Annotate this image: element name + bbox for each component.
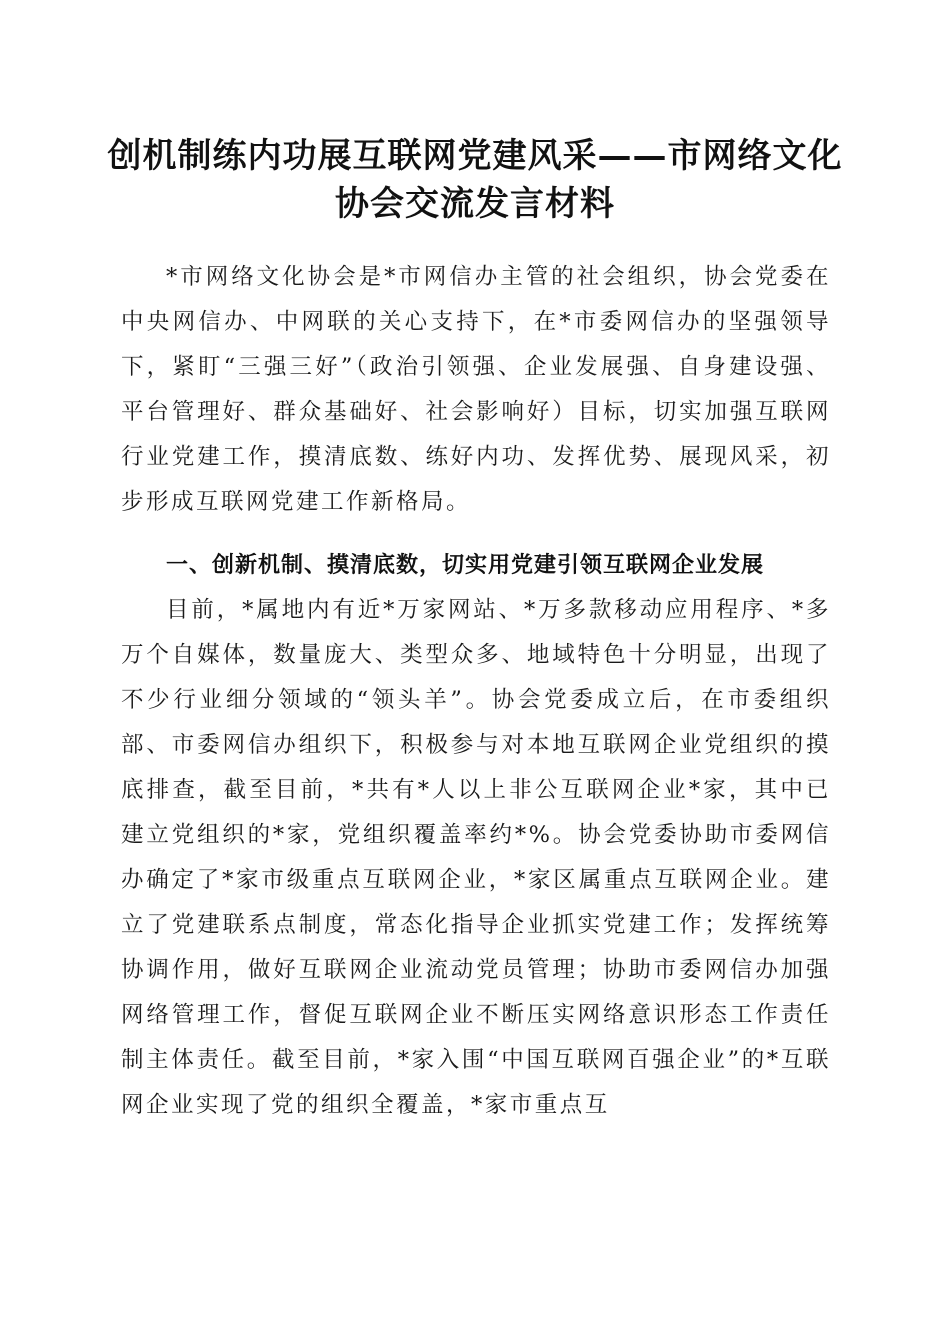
section-paragraph: 目前，*属地内有近*万家网站、*万多款移动应用程序、*多万个自媒体，数量庞大、类型众多、地域特色十分明显，出现了不少行业细分领域的“领头羊”。协会党委成立后，在市委组织部、市委网信办组织下，积极参与对本地互联网企业党组织的摸底排查，截至目前，*共有*人以上非公互联网企业*家，其中已建立党组织的*家，党组织覆盖率约*%。协会党委协助市委网信办确定了*家市级重点互联网企业，*家区属重点互联网企业。建立了党建联系点制度，常态化指导企业抓实党建工作；发挥统筹协调作用，做好互联网企业流动党员管理；协助市委网信办加强网络管理工作，督促互联网企业不断压实网络意识形态工作责任制主体责任。截至目前，*家入围“中国互联网百强企业”的*互联网企业实现了党的组织全覆盖，*家市重点互 <box>121 597 831 1118</box>
section-heading: 一、创新机制、摸清底数，切实用党建引领互联网企业发展 <box>166 553 765 578</box>
intro-paragraph: *市网络文化协会是*市网信办主管的社会组织，协会党委在中央网信办、中网联的关心支持下，在*市委网信办的坚强领导下，紧盯“三强三好”（政治引领强、企业发展强、自身建设强、平台管理好、群众基础好、社会影响好）目标，切实加强互联网行业党建工作，摸清底数、练好内功、发挥优势、展现风采，初步形成互联网党建工作新格局。 <box>121 264 831 515</box>
document-title: 创机制练内功展互联网党建风采——市网络文化协会交流发言材料 <box>107 136 843 224</box>
